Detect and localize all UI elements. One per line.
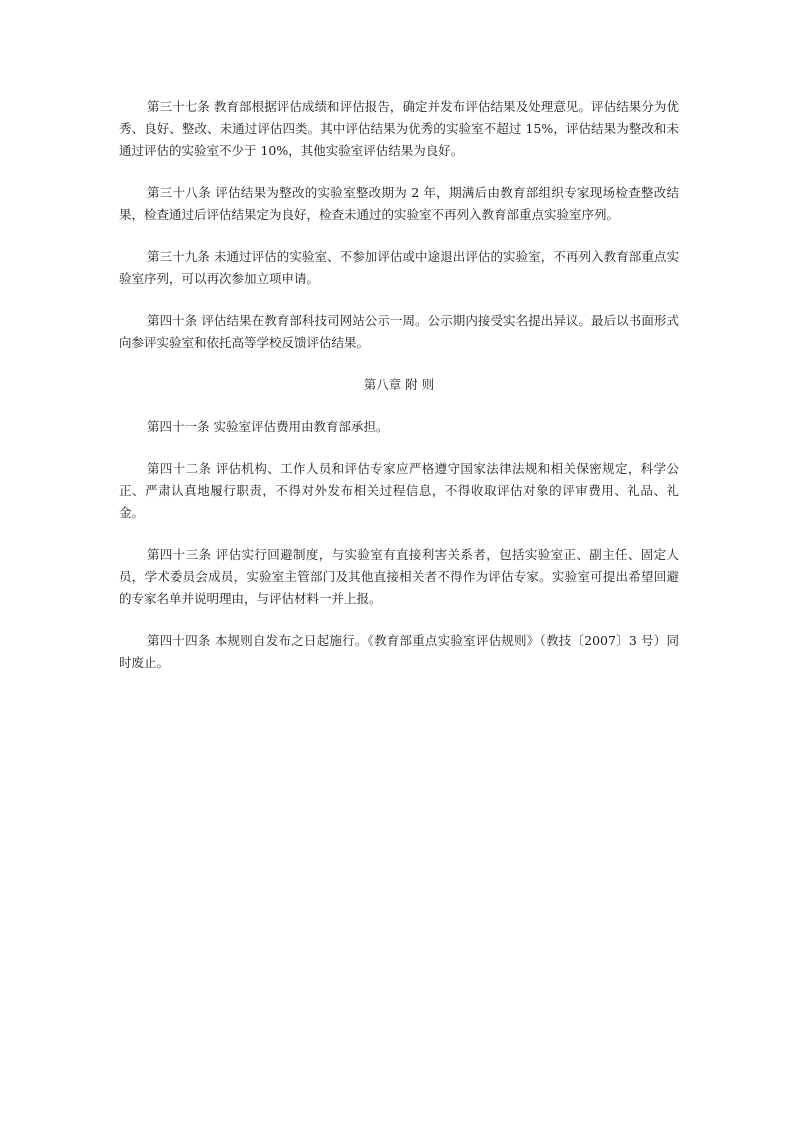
article-40: 第四十条 评估结果在教育部科技司网站公示一周。公示期内接受实名提出异议。最后以书面形式向参评实验室和依托高等学校反馈评估结果。 <box>119 313 679 350</box>
article-38: 第三十八条 评估结果为整改的实验室整改期为 2 年，期满后由教育部组织专家现场检查整改结果，检查通过后评估结果定为良好，检查未通过的实验室不再列入教育部重点实验室序列。 <box>119 185 679 222</box>
article-41: 第四十一条 实验室评估费用由教育部承担。 <box>147 419 389 434</box>
article-39: 第三十九条 未通过评估的实验室、不参加评估或中途退出评估的实验室，不再列入教育部重点实验室序列，可以再次参加立项申请。 <box>119 249 679 286</box>
article-44: 第四十四条 本规则自发布之日起施行。《教育部重点实验室评估规则》（教技〔2007〕3 号）同时废止。 <box>119 633 679 670</box>
article-43: 第四十三条 评估实行回避制度，与实验室有直接利害关系者，包括实验室正、副主任、固定人员，学术委员会成员，实验室主管部门及其他直接相关者不得作为评估专家。实验室可提出希望回避的专家名单并说明理由，与评估材料一并上报。 <box>119 547 679 606</box>
article-42: 第四十二条 评估机构、工作人员和评估专家应严格遵守国家法律法规和相关保密规定，科学公正、严肃认真地履行职责，不得对外发布相关过程信息，不得收取评估对象的评审费用、礼品、礼金。 <box>119 461 679 520</box>
article-37: 第三十七条 教育部根据评估成绩和评估报告，确定并发布评估结果及处理意见。评估结果分为优秀、良好、整改、未通过评估四类。其中评估结果为优秀的实验室不超过 15%，评估结果为整改和未通过评估的实验室不少于 10%，其他实验室评估结果为良好。 <box>119 99 679 158</box>
chapter-title: 第八章 附 则 <box>363 377 435 392</box>
document-body <box>119 96 679 694</box>
